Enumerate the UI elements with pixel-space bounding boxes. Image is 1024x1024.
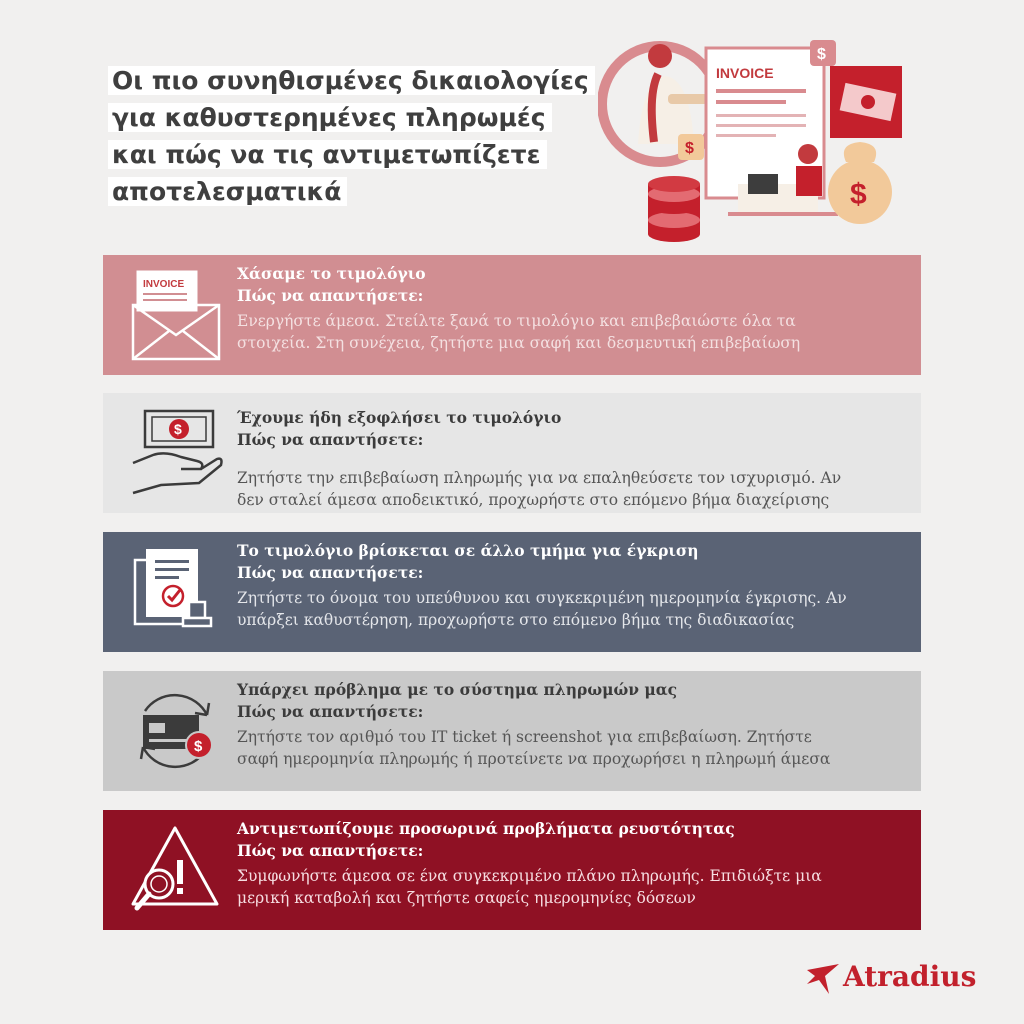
svg-text:$: $ xyxy=(850,178,867,211)
hero-invoice-label: INVOICE xyxy=(716,65,774,81)
card-heading: Υπάρχει πρόβλημα με το σύστημα πληρωμών μας xyxy=(237,680,678,699)
banknote-icon xyxy=(830,66,902,138)
card-heading: Έχουμε ήδη εξοφλήσει το τιμολόγιο xyxy=(237,408,562,427)
svg-text:$: $ xyxy=(194,738,203,755)
card-subheading: Πώς να απαντήσετε: xyxy=(237,430,424,449)
svg-text:$: $ xyxy=(817,46,826,63)
card-body-line: Ζητήστε την επιβεβαίωση πληρωμής για να επαληθεύσετε τον ισχυρισμό. Αν xyxy=(237,469,842,487)
card-subheading: Πώς να απαντήσετε: xyxy=(237,841,424,860)
card-body-line: Ενεργήστε άμεσα. Στείλτε ξανά το τιμολόγιο και επιβεβαιώστε όλα τα xyxy=(237,312,796,330)
document-stamp-icon xyxy=(125,542,225,642)
card-body-line: δεν σταλεί άμεσα αποδεικτικό, προχωρήστε στο επόμενο βήμα διαχείρισης xyxy=(237,491,830,509)
excuse-card-already-paid xyxy=(103,393,921,513)
coin-stack-icon xyxy=(648,176,700,242)
excuse-card-approval xyxy=(103,532,921,652)
card-heading: Αντιμετωπίζουμε προσωρινά προβλήματα ρευστότητας xyxy=(237,819,735,838)
excuse-card-system-problem xyxy=(103,671,921,791)
brand-logo[interactable] xyxy=(805,958,985,998)
svg-text:$: $ xyxy=(685,140,694,157)
card-body-line: Ζητήστε τον αριθμό του IT ticket ή screenshot για επιβεβαίωση. Ζητήστε xyxy=(237,728,812,746)
card-body-line: στοιχεία. Στη συνέχεια, ζητήστε μια σαφή και δεσμευτική επιβεβαίωση xyxy=(237,334,801,352)
warning-search-icon xyxy=(125,820,225,920)
page-title xyxy=(108,62,628,210)
excuse-card-lost-invoice xyxy=(103,255,921,375)
excuse-card-liquidity xyxy=(103,810,921,930)
card-body-line: σαφή ημερομηνία πληρωμής ή προτείνετε να προχωρήσει η πληρωμή άμεσα xyxy=(237,750,831,768)
card-body-line: υπάρξει καθυστέρηση, προχωρήστε στο επόμενο βήμα της διαδικασίας xyxy=(237,611,795,629)
svg-text:$: $ xyxy=(174,421,182,437)
money-bag-icon xyxy=(828,142,892,224)
card-refresh-icon xyxy=(125,681,225,781)
title-line-1: Οι πιο συνηθισμένες δικαιολογίες xyxy=(108,66,595,95)
title-line-2: για καθυστερημένες πληρωμές xyxy=(108,103,552,132)
brand-name: Atradius xyxy=(843,960,977,993)
title-line-3: και πώς να τις αντιμετωπίζετε xyxy=(108,140,547,169)
hand-banknote-icon xyxy=(125,403,225,503)
hero-illustration xyxy=(598,34,928,249)
invoice-envelope-icon xyxy=(125,265,225,365)
card-subheading: Πώς να απαντήσετε: xyxy=(237,286,424,305)
card-body-line: μερική καταβολή και ζητήστε σαφείς ημερομηνίες δόσεων xyxy=(237,889,696,907)
card-heading: Το τιμολόγιο βρίσκεται σε άλλο τμήμα για έγκριση xyxy=(237,541,699,560)
card-subheading: Πώς να απαντήσετε: xyxy=(237,702,424,721)
atradius-bird-icon xyxy=(805,962,841,998)
invoice-envelope-label: INVOICE xyxy=(143,279,185,290)
card-body-line: Ζητήστε το όνομα του υπεύθυνου και συγκεκριμένη ημερομηνία έγκρισης. Αν xyxy=(237,589,847,607)
title-line-4: αποτελεσματικά xyxy=(108,177,347,206)
card-body-line: Συμφωνήστε άμεσα σε ένα συγκεκριμένο πλάνο πληρωμής. Επιδιώξτε μια xyxy=(237,867,822,885)
card-subheading: Πώς να απαντήσετε: xyxy=(237,563,424,582)
card-heading: Χάσαμε το τιμολόγιο xyxy=(237,264,426,283)
